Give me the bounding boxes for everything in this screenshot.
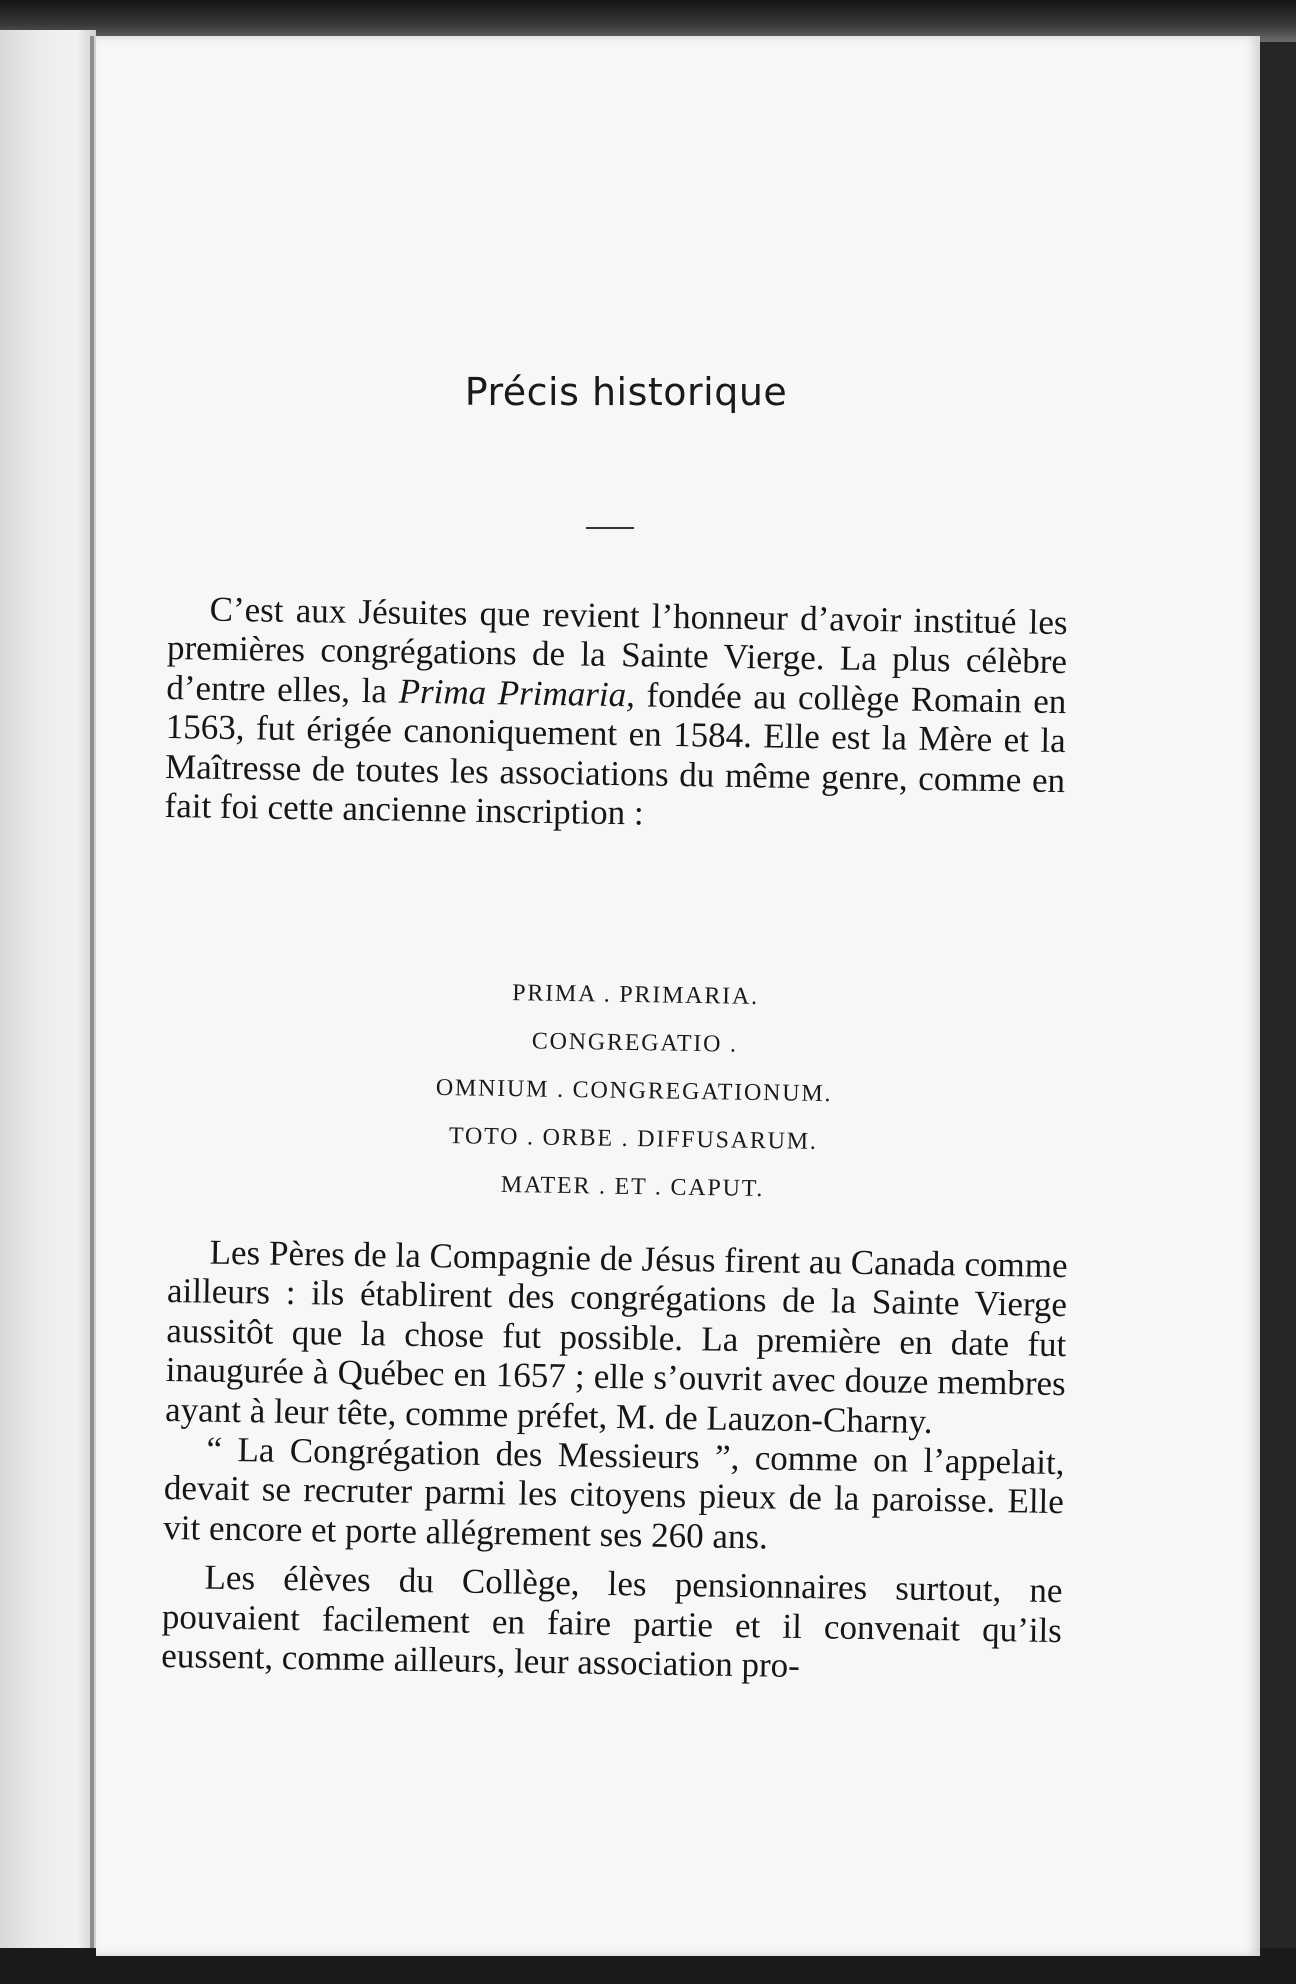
inscription-line: TOTO . ORBE . DIFFUSARUM. (448, 1123, 818, 1155)
inscription-line: MATER . ET . CAPUT. (500, 1171, 765, 1203)
inscription-line: CONGREGATIO . (531, 1028, 739, 1058)
history-paragraphs-block (161, 1232, 1068, 1690)
intro-text-rest: fondée au collège Romain en 1563, fut érigée canoniquement en 1584. Elle est la Mère et la Maîtresse de toutes les associations du même genre, comme en fait foi cette ancienne inscription : (164, 675, 1067, 833)
intro-italic-text: Prima Primaria, (398, 671, 636, 715)
intro-paragraph (164, 589, 1068, 840)
title-separator-rule (586, 527, 634, 529)
book-page (96, 36, 1260, 1956)
left-adjacent-page (0, 30, 96, 1984)
inscription-line: OMNIUM . CONGREGATIONUM. (435, 1074, 833, 1108)
canada-paragraph: Les Pères de la Compagnie de Jésus firent au Canada comme ailleurs : ils établirent des congrégations de la Sainte Vierge aussitôt que la chose fut possible. La première en date fut inaugurée à Québec en 1657 ; elle s’ouvrit avec douze membres ayant à leur tête, comme préfet, M. de Lauzon-Charny. (164, 1232, 1068, 1441)
messieurs-paragraph: “ La Congrégation des Messieurs ”, comme on l’appelait, devait se recruter parmi les citoyens pieux de la paroisse. Elle vit encore et porte allégrement ses 260 ans. (163, 1429, 1065, 1557)
college-paragraph: Les élèves du Collège, les pensionnaires surtout, ne pouvaient facilement en faire partie et il convenait qu’ils eussent, comme ailleurs, leur association pro- (161, 1557, 1063, 1686)
inscription-line: PRIMA . PRIMARIA. (512, 980, 760, 1010)
intro-text: C’est aux Jésuites que revient l’honneur d’avoir institué les premières congrégations de la Sainte Vierge. La plus célèbre d’entre elles, la (166, 589, 1068, 711)
intro-paragraph-block (164, 589, 1068, 840)
page-gutter-edge (90, 36, 94, 1984)
page-title: Précis historique (464, 370, 788, 414)
latin-inscription (312, 966, 956, 1216)
